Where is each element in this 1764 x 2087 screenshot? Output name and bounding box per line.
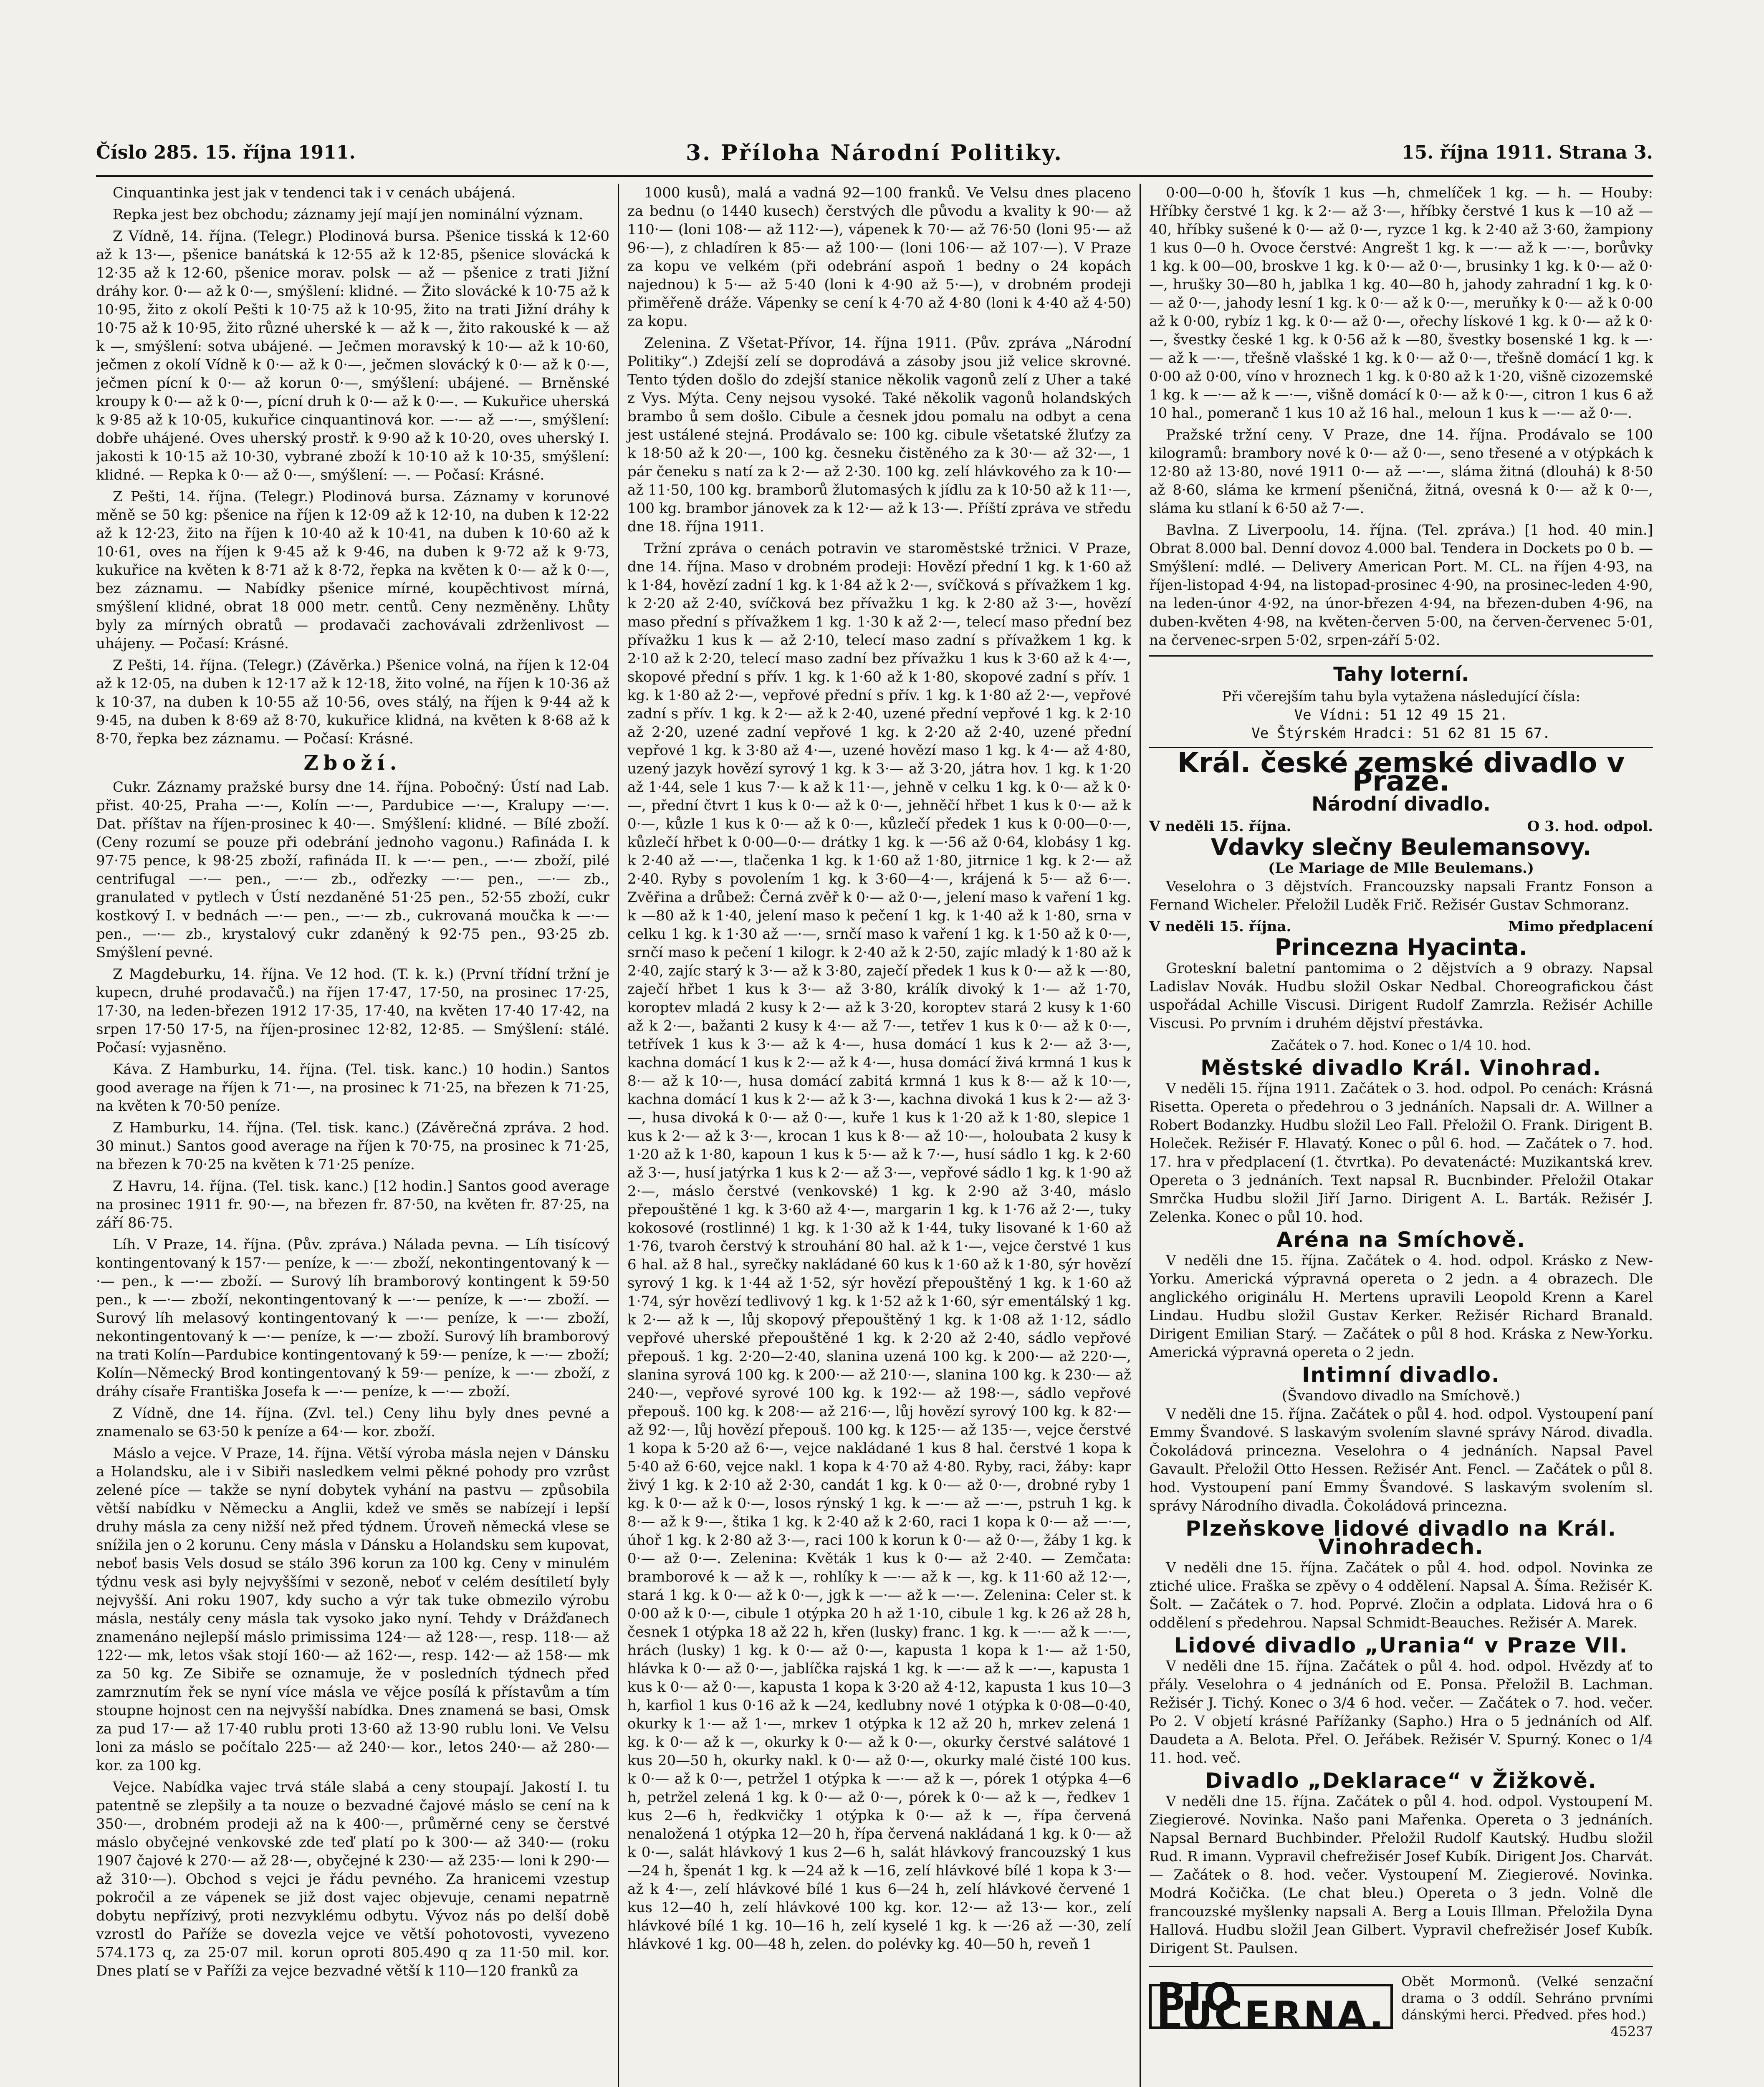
play-description: Groteskní baletní pantomima o 2 dějstvích a 9 obrazy. Napsal Ladislav Novák. Hudbu složil Oskar Nedbal. Choreografickou část uspořádal Achille Viscusi. Dirigent Rudolf Zamrzla. Režisér Achille Viscusi. Po prvním i druhém dějství přestávka. [1149, 960, 1653, 1032]
play-subtitle: (Le Mariage de Mlle Beulemans.) [1268, 860, 1534, 877]
theater-name: Lidové divadlo „Urania“ v Praze VII. [1174, 1633, 1628, 1657]
play-description: V neděli dne 15. října. Začátek o 4. hod. odpol. Krásko z New-Yorku. Americká výpravná opereta o 2 jedn. a 4 obrazech. Dle anglického originálu H. Mertens upravili Leopold Krenn a Karel Lindau. Hudbu složil Gustav Kerker. Režisér Richard Branald. Dirigent Emilian Starý. — Začátek o půl 8 hod. Kráska z New-Yorku. Americká výpravná opereta o 2 jedn. [1149, 1252, 1653, 1361]
theater-name: Národní divadlo. [1312, 793, 1491, 815]
article-paragraph: Repka jest bez obchodu; záznamy její mají jen nominální význam. [113, 206, 584, 223]
ad-code: 45237 [1610, 2024, 1653, 2039]
show-time: O 3. hod. odpol. [1527, 818, 1653, 835]
theater-name: Plzeňskove lidové divadlo na Král. Vinohradech. [1185, 1516, 1617, 1559]
play-title: Princezna Hyacinta. [1274, 934, 1528, 960]
theater-name: Divadlo „Deklarace“ v Žižkově. [1205, 1769, 1597, 1793]
lottery-intro: Při včerejším tahu byla vytažena následující čísla: [1222, 688, 1580, 705]
lottery-styria: Ve Štýrském Hradci: 51 62 81 15 67. [1251, 725, 1551, 742]
article-paragraph: Cukr. Záznamy pražské bursy dne 14. října. Pobočný: Ústí nad Lab. přist. 40·25, Praha —·—, Kolín —·—, Pardubice —·—, Kralupy —·—. Dat. příštav na říjen-prosinec k 40·—. Smýšlení: klidné. — Bílé zboží. (Ceny rozumí se pouze při odebrání jednoho vagonu.) Rafináda I. k 97·75 pence, k 98·25 zboží, rafináda II. k —·— pen., —·— zboží, pilé centrifugal —·— pen., —·— zb., odřezky —·— pen., —·— zb., granulated v pytlech v Ústí nezdaněné 51·25 pen., 52·55 zboží, cukr kostkový I. v bednách —·— pen., —·— zb., cukrovaná moučka k —·— pen., —·— zb., krystalový cukr zdaněný k 92·75 pen., 93·25 zb. Smýšlení pevné. [96, 779, 609, 961]
theater-name: Intimní divadlo. [1302, 1363, 1501, 1387]
section-heading: Zboží. [303, 751, 402, 775]
article-paragraph: Z Hamburku, 14. října. (Tel. tisk. kanc.) (Závěrečná zpráva. 2 hod. 30 minut.) Santos good average na říjen k 70·75, na prosinec k 71·25, na březen k 70·25 na květen k 71·25 peníze. [96, 1119, 609, 1173]
theater-subtitle: (Švandovo divadlo na Smíchově.) [1282, 1387, 1520, 1404]
article-paragraph: 1000 kusů), malá a vadná 92—100 franků. Ve Velsu dnes placeno za bednu (o 1440 kusech) čerstvých dle původu a kvality k 90·— až 110·— (loni 108·— až 112·—), vápenek k 70·— až 76·50 (loni 95·— až 96·—), z chladíren k 85·— až 100·— (loni 106·— až 107·—). V Praze za kopu ve velkém (při odebrání aspoň 1 bedny o 24 kopách najednou) k 5·— až 5·40 (loni k 4·90 až 5·—), v drobném prodeji přiměřeně dráže. Vápenky se cení k 4·70 až 4·80 (loni k 4·40 až 4·50) za kopu. [627, 184, 1131, 330]
date-page: 15. října 1911. Strana 3. [1401, 142, 1653, 163]
play-description: V neděli 15. října 1911. Začátek o 3. hod. odpol. Po cenách: Krásná Risetta. Opereta o předehrou o 3 jednáních. Napsali dr. A. Willner a Robert Bodanzky. Hudbu složil Leo Fall. Přeložil O. Frank. Dirigent B. Holeček. Režisér F. Hlavatý. Konec o půl 6. hod. — Začátek o 7. hod. 17. hra v předplacení (1. čtvrtka). Po devatenácté: Muzikantská krev. Opereta o 3 jednáních. Text napsal R. Bucnbinder. Přeložil Otakar Smrčka Hudbu složil Jiří Jarno. Dirigent A. L. Barták. Režisér J. Zelenka. Konec o půl 10. hod. [1149, 1080, 1653, 1225]
theater-name: Městské divadlo Král. Vinohrad. [1200, 1056, 1602, 1080]
play-description: V neděli dne 15. října. Začátek o půl 4. hod. odpol. Hvězdy ať to přály. Veselohra o 4 jednáních od E. Ponsa. Přeložil B. Lachman. Režisér J. Tichý. Konec o 3/4 6 hod. večer. — Začátek o 7. hod. večer. Po 2. V objetí krásné Pařížanky (Sapho.) Hra o 5 jednáních od Alf. Daudeta a A. Belota. Přel. O. Jeřábek. Režisér V. Spurný. Konec o 1/4 11. hod. več. [1149, 1658, 1653, 1766]
column-3 [1140, 184, 1653, 2087]
show-date: V neděli 15. října. [1149, 818, 1291, 835]
newspaper-page [96, 138, 1653, 2087]
show-times: Začátek o 7. hod. Konec o 1/4 10. hod. [1271, 1037, 1531, 1053]
article-paragraph: 0·00—0·00 h, šťovík 1 kus —h, chmelíček 1 kg. — h. — Houby: Hříbky čerstvé 1 kg. k 2·— až 3·—, hříbky čerstvé 1 kus k —10 až —40, hříbky sušené k 0·— až 0·—, ryzce 1 kg. k 2·40 až 3·60, žampiony 1 kus 0—0 h. Ovoce čerstvé: Angrešt 1 kg. k —·— až k —·—, borůvky 1 kg. k 00—00, broskve 1 kg. k 0·— až 0·—, brusinky 1 kg. k 0·— až 0·—, hrušky 30—80 h, jablka 1 kg. 40—80 h, jahody zahradní 1 kg. k 0·— až 0·—, jahody lesní 1 kg. k 0·— až k 0·—, meruňky k 0·— až k 0·00 až k 0·00, rybíz 1 kg. k 0·— až 0·—, ořechy lískové 1 kg. k 0·— až k 0·—, švestky české 1 kg. k 0·56 až k —80, švestky bosenské 1 kg. k —·— až k —·—, třešně vlašské 1 kg. k 0·— až 0·—, třešně domácí 1 kg. k 0·00 až 0·00, víno v hroznech 1 kg. k 0·80 až k 1·20, višně cizozemské 1 kg. k —·— až k —·—, višně domácí k 0·— až k 0·—, citron 1 kus 6 až 10 hal., pomeranč 1 kus 10 až 16 hal., meloun 1 kus k —·— až 0·—. [1149, 184, 1653, 422]
play-description: V neděli dne 15. října. Začátek o půl 4. hod. odpol. Vystoupení M. Ziegierové. Novinka. Našo pani Mařenka. Opereta o 3 jednáních. Napsal Bernard Buchbinder. Přeložil Rudolf Kautský. Hudbu složil Rud. R imann. Vypravil chefrežisér Josef Kubík. Dirigent Jos. Charvát. — Začátek o 8. hod. večer. Vystoupení M. Ziegierové. Novinka. Modrá Kočička. (Le chat bleu.) Opereta o 3 jedn. Volně dle francouzské myšlenky napsali A. Berg a Louis Illman. Přeložila Dyna Hallová. Hudbu složil Jean Gilbert. Vypravil chefrežisér Josef Kubík. Dirigent St. Paulsen. [1149, 1793, 1653, 1957]
article-paragraph: Z Vídně, 14. října. (Telegr.) Plodinová bursa. Pšenice tisská k 12·60 až k 13·—, pšenice banátská k 12·55 až k 12·85, pšenice slovácká k 12·35 až k 12·60, pšenice morav. polsk — až — pšenice z trati Jižní dráhy kor. 0·— až k 0·—, smýšlení: klidné. — Žito slovácké k 10·75 až k 10·95, žito z okolí Pešti k 10·75 až k 10·95, žito na trati Jižní dráhy k 10·75 až k 10·95, žito různé uherské k — až k —, žito rakouské k — až k —, smýšlení: sotva ubájené. — Ječmen moravský k 10·— až k 10·60, ječmen z okolí Vídně k 0·— až k 0·—, ječmen slovácký k 0·— až k 0·—, ječmen pícní k 0·— až korun 0·—, smýšlení: ubájené. — Brněnské kroupy k 0·— až k 0·—, pícní druh k 0·— až k 0·—. — Kukuřice uherská k 9·85 až k 10·05, kukuřice cinquantinová kor. —·— až —·—, smýšlení: dobře uhájené. Oves uherský prostř. k 9·90 až k 10·20, oves uherský I. jakosti k 10·15 až 10·30, vybrané zboží k 10·10 až k 10·35, smýšlení: klidné. — Repka k 0·— až 0·—, smýšlení: —. — Počasí: Krásné. [96, 228, 609, 483]
theater-name: Aréna na Smíchově. [1276, 1228, 1526, 1252]
page-header [96, 138, 1653, 177]
article-paragraph: Z Pešti, 14. října. (Telegr.) (Závěrka.) Pšenice volná, na říjen k 12·04 až k 12·05, na duben k 12·17 až k 12·18, žito volné, na říjen k 10·36 až k 10·37, na duben k 10·55 až 10·56, oves stálý, na říjen k 9·44 až k 9·45, na duben k 8·69 až 8·70, kukuřice klidná, na květen k 8·68 až k 8·70, řepka bez záznamu. — Počasí: Krásné. [96, 657, 609, 747]
article-paragraph: Cinquantinka jest jak v tendenci tak i v cenách ubájená. [113, 184, 516, 201]
show-time-row [1149, 817, 1653, 836]
cinema-ad-text [1401, 1973, 1653, 2040]
issue-number: Číslo 285. 15. října 1911. [96, 142, 356, 163]
article-paragraph: Líh. V Praze, 14. října. (Pův. zpráva.) Nálada pevna. — Líh tisícový kontingentovaný k 157·— peníze, k —·— zboží, nekontingentovaný k —·— pen., k —·— zboží. — Surový líh bramborový kontingent k 59·50 pen., k —·— zboží, nekontingentovaný k —·— peníze, k —·— zboží. — Surový líh melasový kontingentovaný k —·— peníze, k —·— zboží, nekontingentovaný k —·— peníze, k —·— zboží. Surový líh bramborový na trati Kolín—Pardubice kontingentovaný k 59·— peníze, k —·— zboží; Kolín—Německý Brod kontingentovaný k 59·— peníze, k —·— zboží, z dráhy císaře Františka Josefa k —·— peníze, k —·— zboží. [96, 1236, 609, 1400]
show-time-row [1149, 917, 1653, 936]
article-paragraph: Z Pešti, 14. října. (Telegr.) Plodinová bursa. Záznamy v korunové měně se 50 kg: pšenice na říjen k 12·09 až k 12·10, na duben k 12·22 až k 12·23, žito na říjen k 10·40 až k 10·41, na duben k 10·60 až k 10·61, oves na říjen k 9·45 až k 9·46, na duben k 9·72 až k 9·73, kukuřice na květen k 8·71 až k 8·72, řepka na květen k 0·— až k 0·—, bez záznamu. — Nabídky pšenice mírné, koupěchtivost mírná, smýšlení klidné, obrat 18 000 metr. centů. Ceny nezměněny. Lhůty byly za mírných obratů — prodavači zachovávali zdrženlivost — uhájeny. — Počasí: Krásné. [96, 488, 609, 652]
lottery-vienna: Ve Vídni: 51 12 49 15 21. [1294, 707, 1508, 723]
play-description: V neděli dne 15. října. Začátek o půl 4. hod. odpol. Novinka ze ztiché ulice. Fraška se zpěvy o 4 oddělení. Napsal A. Šíma. Režisér K. Šolt. — Začátek o 7. hod. Poprvé. Zločin a odplata. Lidová hra o 6 oddělení s předehrou. Napsal Schmidt-Beauches. Režisér A. Marek. [1149, 1559, 1653, 1631]
lottery-box [1149, 655, 1653, 748]
cinema-ad-description: Obět Mormonů. (Velké senzační drama o 3 oddíl. Sehráno prvními dánskými herci. Předved. přes hod.) [1401, 1973, 1653, 2023]
show-date: V neděli 15. října. [1149, 918, 1291, 935]
article-paragraph: Vejce. Nabídka vajec trvá stále slabá a ceny stoupají. Jakostí I. tu patentně se zlepšily a ta nouze o bezvadné čajové máslo se cení na k 350·—, drobném prodeji až na k 400·—, průměrné ceny se čerstvé máslo obyčejné venkovské zde teď platí po k 300·— až 340·— (roku 1907 čajové k 270·— až 28·—, obyčejné k 230·— až 235·— loni k 290·— až 310·—). Obchod s vejci je řádu pevného. Za hranicemi vzestup pokročil a ze vápenek se již dost vajec objevuje, cenami nepatrně dobytu nepřízivý, proti nezvyklému odbytu. Vývoz nás po delší době vzrostl do Paříže se dovezla vejce ve větší pohotovosti, vyvezeno 574.173 q, za 25·07 mil. korun oproti 805.490 q za 11·50 mil. kor. Dnes platí se v Paříži za vejce bezvadné větší k 110—120 franků za [96, 1779, 609, 1979]
column-1 [96, 184, 609, 2087]
article-paragraph: Máslo a vejce. V Praze, 14. října. Větší výroba másla nejen v Dánsku a Holandsku, ale i v Sibiři nasledkem velmi pěkné pohody pro vzrůst zelené píce — takže se nyní dobytek vyhání na pastvu — způsobila větší nabídku v Německu a Anglii, kdež ve směs se nabízejí i lepší druhy másla za ceny nižší než před týdnem. Úroveň německá vlese se snížila jen o 2 korunu. Ceny másla v Dánsku a Holandsku sem kupovat, neboť basis Vels dosud se stálo 396 korun za 100 kg. Ceny v minulém týdnu vesk asi byly nejvyššími v sezoně, neboť v celém desítiletí byly nejvyšší. Ani roku 1907, kdy sucho a výr tak tuke obmezilo výrobu másla, nestály ceny másla tak vysoko jako nyní. Tehdy v Drážďanech znamenáno nejlepší máslo primissima 124·— až 128·—, resp. 118·— až 122·— mk, letos však stojí 160·— až 162·—, resp. 142·— až 158·— mk za 50 kg. Ze Sibiře se oznamuje, že v posledních týdnech před zamrznutím řek se nyní více másla ve vějce posílá k přístavům a tím stoupne hojnost cen na nejvyšší nabídka. Dnes znamená se basi, Omsk za pud 17·— až 17·40 rublu proti 13·60 až 13·90 rublu loni. Ve Velsu loni za máslo se počítalo 225·— až 240·— kor., letos 240·— až 280·— kor. za 100 kg. [96, 1445, 609, 1774]
article-paragraph: Z Havru, 14. října. (Tel. tisk. kanc.) [12 hodin.] Santos good average na prosinec 1911 fr. 90·—, na březen fr. 87·50, na květen fr. 87·25, na září 86·75. [96, 1178, 609, 1231]
article-paragraph: Tržní zpráva o cenách potravin ve staroměstské tržnici. V Praze, dne 14. října. Maso v drobném prodeji: Hovězí přední 1 kg. k 1·60 až k 1·84, hovězí zadní 1 kg. k 1·84 až k 2·—, svíčková s přívažkem 1 kg. k 2·20 až 2·40, svíčková bez přívažku 1 kg. k 2·80 až 3·—, hovězí maso přední s přívažkem 1 kg. 1·30 k až 2·—, telecí maso přední bez přívažku 1 kus k — až 2·10, telecí maso zadní s přívažkem 1 kg. k 2·10 až k 2·20, telecí maso zadní bez přívažku 1 kus k 3·60 až k 4·—, skopové přední s přív. 1 kg. k 1·60 až k 1·80, skopové zadní s přív. 1 kg. k 1·80 až 2·—, vepřové přední s přív. 1 kg. k 1·80 až 2·—, vepřové zadní s přív. 1 kg. k 2·— až k 2·40, uzené přední vepřové 1 kg. k 2·10 až 2·20, uzené zadní vepřové 1 kg. k 2·20 až 2·40, uzené přední vepřové 1 kg. k 3·80 až 4·—, uzené hovězí maso 1 kg. k 4·— až 4·80, uzený jazyk hovězí syrový 1 kg. k 3·— až 3·20, játra hov. 1 kg. k 1·20 až 1·44, sele 1 kus 7·— k až k 11·—, jehně v celku 1 kg. k 0·— až k 0·—, přední čtvrt 1 kus k 0·— až k 0·—, jehněčí hřbet 1 kus k 0·— až k 0·—, kůzle 1 kus k 0·— až k 0·—, kůzlečí předek 1 kus k 0·00—0·—, kůzlečí hřbet k 0·00—0·— drátky 1 kg. k —·56 až 0·64, klobásy 1 kg. k 2·40 až —·—, tlačenka 1 kg. k 1·60 až 1·80, jitrnice 1 kg. k 2·— až 2·40. Ryby s povolením 1 kg. k 3·60—4·—, krájená k 5·— až 6·—. Zvěřina a drůbež: Černá zvěř k 0·— až 0·—, jelení maso k vaření 1 kg. k —80 až k 1·40, jelení maso k pečení 1 kg. k 1·40 až k 1·80, srna v celku 1 kg. k 1·30 až —·—, srnčí maso k vaření 1 kg. k 1·50 až k 0·—, srnčí maso k pečení 1 kilogr. k 2·40 až k 2·50, zajíc mladý k 1·80 až k 2·40, zajíc starý k 3·— až k 3·80, zaječí předek 1 kus k 0·— až k —·80, zaječí hřbet 1 kus k 3·— až 3·80, králík divoký k 1·— až 1·70, koroptev mladá 2 kusy k 2·— až k 3·20, koroptev stará 2 kusy k 1·60 až k 2·—, bažanti 2 kusy k 4·— až 7·—, tetřev 1 kus k 0·— až k 0·—, tetřívek 1 kus k 3·— až k 4·—, husa domácí 1 kus k 2·— až 3·—, kachna domácí 1 kus k 2·— až k 4·—, husa domácí živá krmná 1 kus k 8·— až k 10·—, husa domácí zabitá krmná 1 kus k 8·— až k 10·—, kachna domácí 1 kus k 2·— až k 3·—, kachna divoká 1 kus k 2·— až 3·—, husa divoká k 0·— až 0·—, kuře 1 kus k 1·20 až k 1·80, slepice 1 kus k 2·— až k 3·—, krocan 1 kus k 8·— až 10·—, holoubata 2 kusy k 1·20 až k 1·80, kapoun 1 kus k 5·— až k 7·—, husí sádlo 1 kg. k 2·60 až 3·—, husí jatýrka 1 kus k 2·— až 3·—, vepřové sádlo 1 kg. k 1·90 až 2·—, máslo čerstvé (venkovské) 1 kg. k 2·90 až 3·40, máslo přepouštěné 1 kg. k 3·60 až 4·—, margarin 1 kg. k 1·76 až 2·—, tuky kokosové (rostlinné) 1 kg. k 1·30 až k 1·44, tuky lisované k 1·60 až 1·76, tvaroh čerstvý k strouhání 80 hal. až k 1·—, vejce čerstvé 1 kus 6 hal. až 8 hal., syrečky nakládané 60 kus k 1·60 až k 1·80, sýr hovězí syrový 1 kg. k 1·44 až 1·52, sýr hovězí přepouštěný 1 kg. k 1·60 až 1·74, sýr hovězí tedlivový 1 kg. k 1·52 až k 1·60, sýr ementálský 1 kg. k 2·— až k —, lůj skopový přepouštěný 1 kg. k 1·08 až 1·12, sádlo vepřové uherské přepouštěné 1 kg. k 2·20 až 2·40, sádlo vepřové přepouš. 1 kg. 2·20—2·40, slanina uzená 100 kg. k 200·— až 220·—, slanina syrová 100 kg. k 200·— až 210·—, slanina 100 kg. k 230·— až 240·—, vepřové syrové 100 kg. k 192·— až 198·—, sádlo vepřové přepouš. 100 kg. k 208·— až 216·—, lůj hovězí syrový 100 kg. k 82·— až 92·—, lůj hovězí přepouš. 100 kg. k 125·— až 135·—, vejce čerstvé 1 kopa k 5·20 až 6·—, vejce nakládané 1 kus 8 hal. čerstvé 1 kopa k 5·40 až 6·60, vejce nakl. 1 kopa k 4·70 až 4·80. Ryby, raci, žáby: kapr živý 1 kg. k 2·10 až 2·30, candát 1 kg. k 0·— až 0·—, drobné ryby 1 kg. k 0·— až k 0·—, losos rýnský 1 kg. k —·— až —·—, pstruh 1 kg. k 8·— až k 9·—, štika 1 kg. k 2·40 až k 2·60, raci 1 kopa k 0·— až —·—, úhoř 1 kg. k 2·80 až 3·—, raci 100 k korun k 0·— až 0·—, žáby 1 kg. k 0·— až 0·—. Zelenina: Květák 1 kus k 0·— až 2·40. — Zemčata: bramborové k — až k —, rohlíky k —·— až k —, kg. k 11·60 až 12·—, stará 1 kg. k 0·— až k 0·—, jgk k —·— až k —·—. Zelenina: Celer st. k 0·00 až k 0·—, cibule 1 otýpka 20 h až 1·10, cibule 1 kg. k 26 až 28 h, česnek 1 otýpka 18 až 22 h, křen (lusky) franc. 1 kg. k —·— až k —·—, hrách (lusky) 1 kg. k 0·— až 0·—, kapusta 1 kopa k 1·— až 1·50, hlávka k 0·— až 0·—, jablíčka rajská 1 kg. k —·— až k —·—, kapusta 1 kus k 0·— až 0·—, kapusta 1 kopa k 3·20 až 4·12, kapusta 1 kus 10—3 h, karfiol 1 kus 0·16 až k —24, kedlubny nové 1 otýpka k 0·08—0·40, okurky k 1·— až 1·—, mrkev 1 otýpka k 12 až 20 h, mrkev zelená 1 kg. k 0·— až k —, okurky k 0·— až k 0·—, okurky čerstvé salátové 1 kus 20—50 h, okurky nakl. k 0·— až 0·—, okurky malé čisté 100 kus. k 0·— až k 0·—, petržel 1 otýpka k —·— až k —, pórek 1 otýpka 4—6 h, petržel zelená 1 kg. k 0·— až 0·—, pórek k 0·— až k —, ředkev 1 kus 2—6 h, ředkvičky 1 otýpka k 0·— až k —, řípa červená nenaložená 1 otýpka 12—20 h, řípa červená nakládaná 1 kg. k 0·— až k 0·—, salát hlávkový 1 kus 2—6 h, salát hlávkový francouzský 1 kus —24 h, špenát 1 kg. k —24 až k —16, zelí hlávkové bílé 1 kopa k 3·— až k 4·—, zelí hlávkové bílé 1 kus 6—24 h, zelí hlávkové červené 1 kus 12—40 h, zelí hlávkové 100 kg. kor. 12·— až 13·— kor., zelí hlávkové bílé 1 kg. 10—16 h, zelí kyselé 1 kg. k —·26 až —·30, zelí hlávkové 1 kg. 00—48 h, zelen. do polévky kg. 40—50 h, reveň 1 [627, 540, 1131, 1953]
cinema-ad [1149, 1966, 1653, 2040]
play-description: Veselohra o 3 dějstvích. Francouzsky napsali Frantz Fonson a Fernand Wicheler. Přeložil Luděk Frič. Režisér Gustav Schmoranz. [1149, 878, 1653, 913]
bio-lucerna-logo: BIO LUCERNA. [1149, 1984, 1393, 2029]
article-paragraph: Káva. Z Hamburku, 14. října. (Tel. tisk. kanc.) 10 hodin.) Santos good average na říjen k 71·—, na prosinec k 71·25, na březen k 71·25, na květen k 70·50 peníze. [96, 1061, 609, 1114]
show-note: Mimo předplacení [1508, 918, 1653, 935]
column-2 [618, 184, 1131, 2087]
article-paragraph: Zelenina. Z Všetat-Přívor, 14. října 1911. (Pův. zpráva „Národní Politiky“.) Zdejší zelí se doprodává a zásoby jsou již velice skrovné. Tento týden došlo do zdejší stanice několik vagonů zelí z Uher a také z Vys. Mýta. Ceny nejsou vysoké. Také několik vagonů holandských brambo ů sem došlo. Cibule a česnek jdou pomalu na odbyt a cena jest ustálené stejná. Prodávalo se: 100 kg. cibule všetatské žluťzy za k 18·50 až k 20·—, 100 kg. česneku čistěného za k 30·— až 32·—, 1 pár čeneku s natí za k 2·— až 2·30. 100 kg. zelí hlávkového za k 10·— až 11·50, 100 kg. bramborů žlutomasých k jídlu za k 10·50 až k 11·—, 100 kg. brambor jánovek za k 12·— až k 13·—. Příští zpráva ve středu dne 18. října 1911. [627, 335, 1131, 535]
theater-title: Král. české zemské divadlo v Praze. [1177, 747, 1625, 797]
play-title: Vdavky slečny Beulemansovy. [1211, 834, 1592, 860]
article-paragraph: Bavlna. Z Liverpoolu, 14. října. (Tel. zpráva.) [1 hod. 40 min.] Obrat 8.000 bal. Denní dovoz 4.000 bal. Tendera in Dockets po 0 b. — Smýšlení: mdlé. — Delivery American Port. M. CL. na říjen 4·93, na říjen-listopad 4·94, na listopad-prosinec 4·90, na prosinec-leden 4·90, na leden-únor 4·92, na únor-březen 4·94, na březen-duben 4·96, na duben-květen 4·98, na květen-červen 5·00, na červen-červenec 5·01, na červenec-srpen 5·02, srpen-září 5·02. [1149, 522, 1653, 649]
supplement-title: 3. Příloha Národní Politiky. [685, 140, 1064, 166]
article-paragraph: Z Vídně, dne 14. října. (Zvl. tel.) Ceny lihu byly dnes pevné a znamenalo se 63·50 k peníze a 64·— kor. zboží. [96, 1405, 609, 1440]
play-description: V neděli dne 15. října. Začátek o půl 4. hod. odpol. Vystoupení paní Emmy Švandové. S laskavým svolením slavné správy Národ. divadla. Čokoládová princezna. Veselohra o 4 jednáních. Napsal Pavel Gavault. Přeložil Otto Hessen. Režisér Ant. Fencl. — Začátek o půl 8. hod. Vystoupení paní Emmy Švandové. S laskavým svolením sl. správy Národního divadla. Čokoládová princezna. [1149, 1406, 1653, 1514]
article-paragraph: Z Magdeburku, 14. října. Ve 12 hod. (T. k. k.) (První třídní tržní je kupecn, druhé prodavačů.) na říjen 17·47, 17·50, na prosinec 17·25, 17·30, na leden-březen 1912 17·35, 17·40, na květen 17·40 17·42, na srpen 17·50 17·5, na říjen-prosinec 12·82, 12·85. — Smýšlení: stálé. Počasí: vyjasněno. [96, 966, 609, 1056]
lottery-title: Tahy loterní. [1333, 663, 1469, 685]
article-paragraph: Pražské tržní ceny. V Praze, dne 14. října. Prodávalo se 100 kilogramů: brambory nové k 0·— až 0·—, seno třesené a v otýpkách k 12·80 až 13·80, nové 1911 0·— až —·—, sláma žitná (dlouhá) k 8·50 až 8·60, sláma ke krmení pšeničná, žitná, ovesná k 0·— až k 0·—, sláma ku stlaní k 6·50 až 7·—. [1149, 427, 1653, 517]
